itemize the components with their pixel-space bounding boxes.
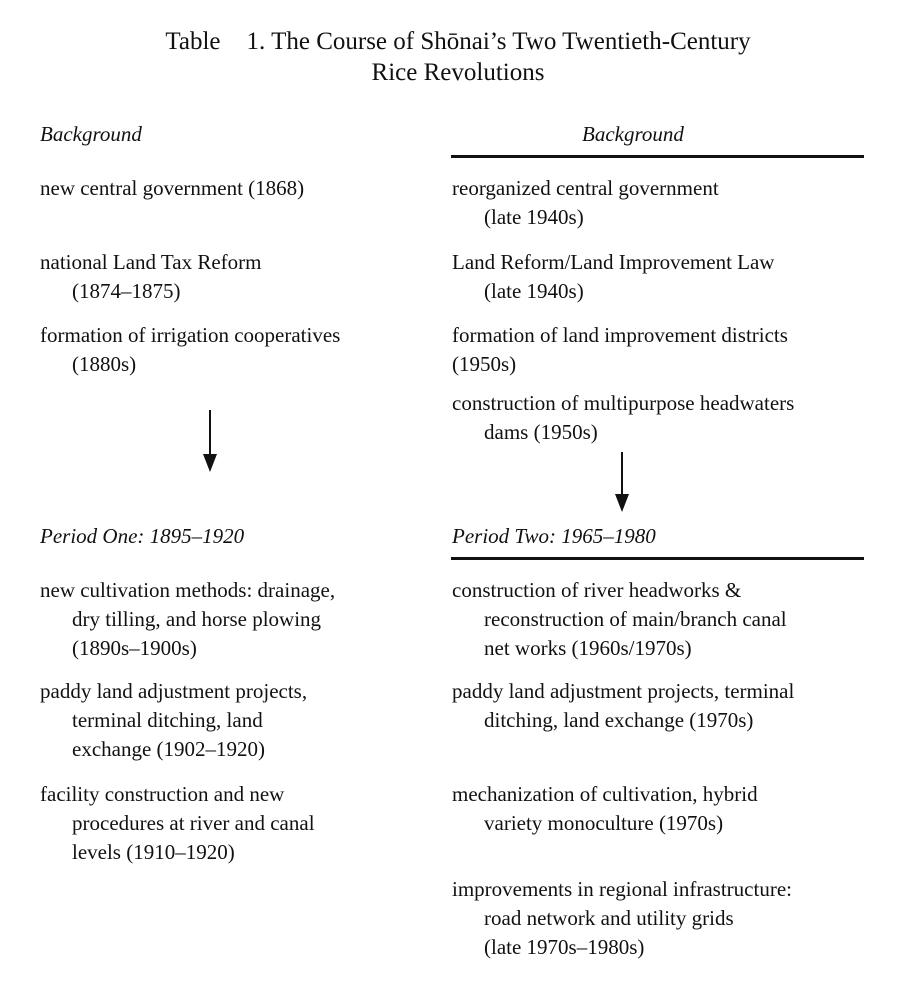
- item-line: national Land Tax Reform: [40, 250, 262, 274]
- down-arrow-icon: [202, 410, 218, 472]
- item-line: (late 1970s–1980s): [484, 935, 645, 959]
- right-background-item: [452, 321, 788, 379]
- right-period-item: [452, 576, 787, 663]
- right-background-item: [452, 389, 794, 447]
- period-two-heading: Period Two: 1965–1980: [452, 524, 656, 548]
- right-background-item: [452, 174, 719, 232]
- item-line: reconstruction of main/branch canal: [484, 607, 787, 631]
- table-label: Table: [165, 28, 221, 55]
- left-period-item: [40, 780, 315, 867]
- item-line: formation of irrigation cooperatives: [40, 323, 341, 347]
- item-line: (1874–1875): [72, 279, 181, 303]
- item-line: (1950s): [452, 352, 517, 376]
- right-period-rule: [451, 557, 864, 560]
- item-line: exchange (1902–1920): [72, 737, 266, 761]
- right-background-rule: [451, 155, 864, 158]
- item-line: (late 1940s): [484, 279, 584, 303]
- item-line: formation of land improvement districts: [452, 323, 788, 347]
- item-line: improvements in regional infrastructure:: [452, 877, 792, 901]
- item-line: new central government (1868): [40, 176, 305, 200]
- table-title-line-1: [0, 26, 916, 57]
- right-background-heading: Background: [582, 122, 684, 146]
- item-line: (late 1940s): [484, 205, 584, 229]
- table-title: [0, 26, 916, 88]
- down-arrow-icon: [614, 452, 630, 512]
- item-line: facility construction and new: [40, 782, 285, 806]
- item-line: ditching, land exchange (1970s): [484, 708, 754, 732]
- left-background-heading: Background: [40, 122, 142, 146]
- left-background-item: [40, 174, 304, 203]
- item-line: construction of river headworks &: [452, 578, 742, 602]
- period-one-heading: Period One: 1895–1920: [40, 524, 245, 548]
- item-line: paddy land adjustment projects, terminal: [452, 679, 795, 703]
- item-line: mechanization of cultivation, hybrid: [452, 782, 758, 806]
- table-title-line-2: Rice Revolutions: [371, 59, 545, 86]
- left-background-item: [40, 321, 340, 379]
- item-line: procedures at river and canal: [72, 811, 315, 835]
- item-line: net works (1960s/1970s): [484, 636, 692, 660]
- item-line: terminal ditching, land: [72, 708, 263, 732]
- left-period-item: [40, 576, 335, 663]
- item-line: levels (1910–1920): [72, 840, 235, 864]
- left-background-item: [40, 248, 262, 306]
- right-background-item: [452, 248, 774, 306]
- item-line: dry tilling, and horse plowing: [72, 607, 322, 631]
- right-period-item: [452, 677, 794, 735]
- item-line: construction of multipurpose headwaters: [452, 391, 795, 415]
- item-line: road network and utility grids: [484, 906, 734, 930]
- item-line: reorganized central government: [452, 176, 719, 200]
- item-line: variety monoculture (1970s): [484, 811, 724, 835]
- item-line: Land Reform/Land Improvement Law: [452, 250, 775, 274]
- right-period-item: [452, 875, 792, 962]
- item-line: dams (1950s): [484, 420, 598, 444]
- item-line: (1890s–1900s): [72, 636, 197, 660]
- item-line: paddy land adjustment projects,: [40, 679, 308, 703]
- table-title-text: 1. The Course of Shōnai’s Two Twentieth-Century: [246, 28, 751, 55]
- item-line: (1880s): [72, 352, 137, 376]
- item-line: new cultivation methods: drainage,: [40, 578, 336, 602]
- right-period-item: [452, 780, 758, 838]
- left-period-item: [40, 677, 307, 764]
